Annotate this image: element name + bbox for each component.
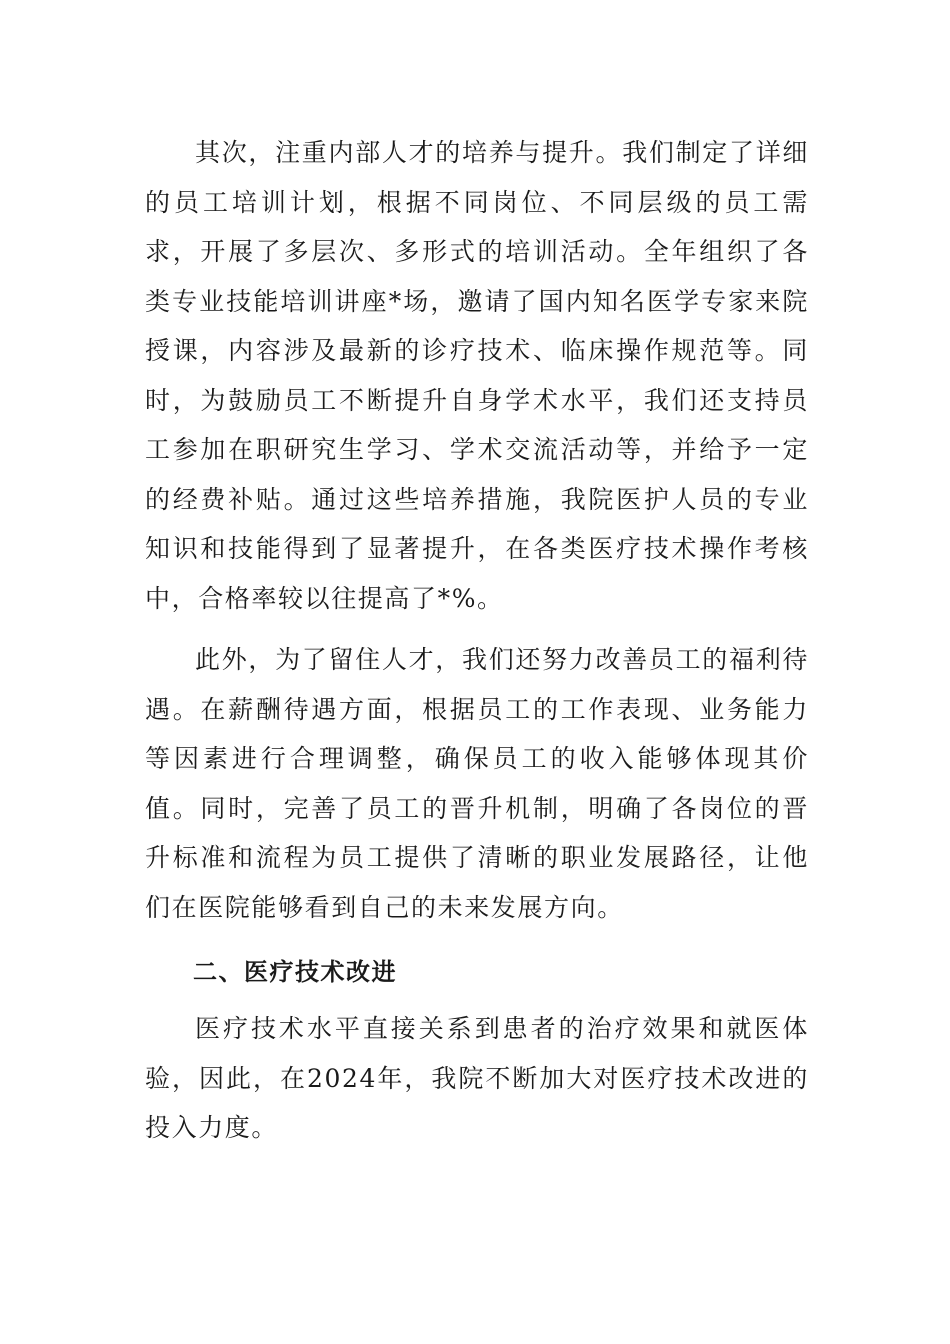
paragraph-medical-tech-intro: 医疗技术水平直接关系到患者的治疗效果和就医体验，因此，在2024年，我院不断加大对医疗技术改进的投入力度。 (145, 1014, 809, 1142)
document-body (145, 128, 809, 1153)
paragraph-employee-benefits: 此外，为了留住人才，我们还努力改善员工的福利待遇。在薪酬待遇方面，根据员工的工作表现、业务能力等因素进行合理调整，确保员工的收入能够体现其价值。同时，完善了员工的晋升机制，明确了各岗位的晋升标准和流程为员工提供了清晰的职业发展路径，让他们在医院能够看到自己的未来发展方向。 (145, 645, 809, 922)
section-heading-medical-tech: 二、医疗技术改进 (193, 958, 397, 986)
paragraph-talent-training: 其次，注重内部人才的培养与提升。我们制定了详细的员工培训计划，根据不同岗位、不同层级的员工需求，开展了多层次、多形式的培训活动。全年组织了各类专业技能培训讲座*场，邀请了国内知名医学专家来院授课，内容涉及最新的诊疗技术、临床操作规范等。同时，为鼓励员工不断提升自身学术水平，我们还支持员工参加在职研究生学习、学术交流活动等，并给予一定的经费补贴。通过这些培养措施，我院医护人员的专业知识和技能得到了显著提升，在各类医疗技术操作考核中，合格率较以往提高了*%。 (145, 138, 809, 613)
